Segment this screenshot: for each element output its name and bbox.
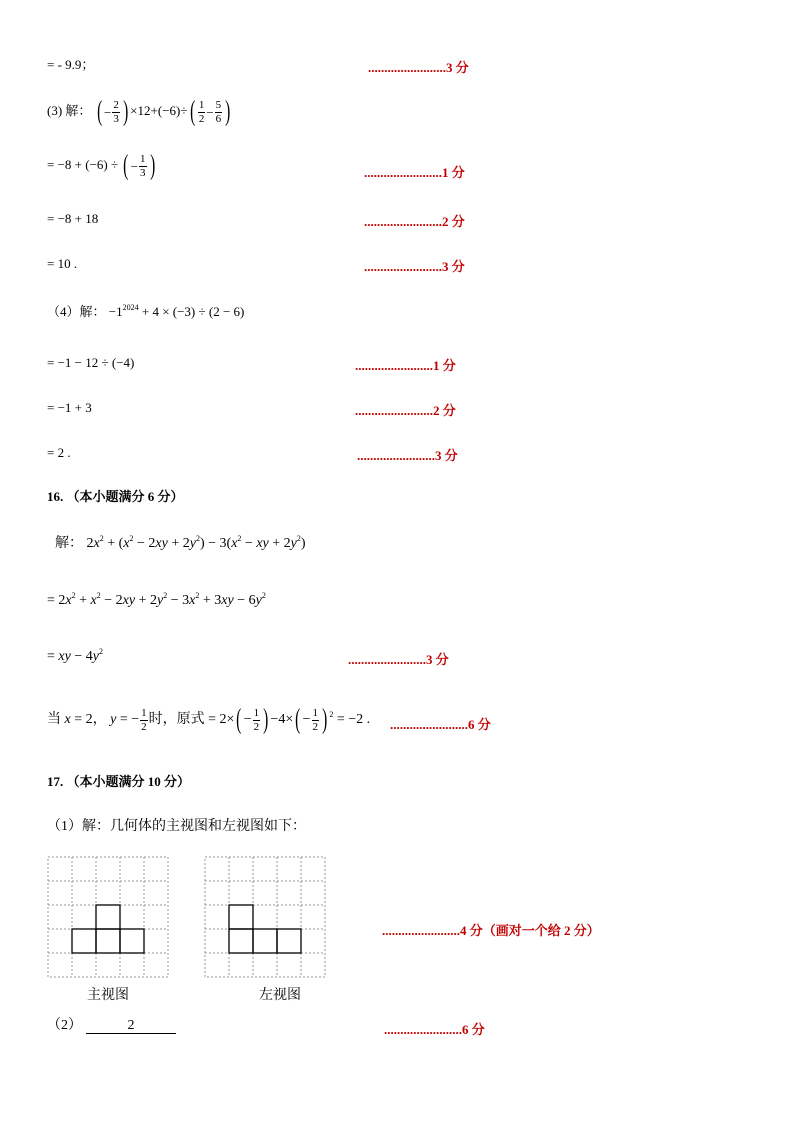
q16-line-3: = xy − $4y^2$ xyxy=(47,647,103,664)
left-view-grid xyxy=(204,856,328,980)
fraction-one-half: $\frac{1}{2}$ xyxy=(141,707,147,733)
fraction-one-half: $\frac{1}{2}$ xyxy=(253,707,260,733)
front-view-square xyxy=(72,929,96,953)
line-3c: = 10 . xyxy=(47,256,78,271)
question-17-title: 17. （本小题满分 10 分） xyxy=(47,774,191,789)
left-view-square xyxy=(229,929,253,953)
score-mark: ........................6 分 xyxy=(384,1022,485,1037)
problem-4-statement: （4）解： $-1^{2024} + 4 \times (-3) \div (2 - 6)$ xyxy=(47,303,245,319)
line-3a: = −8 + (−6) ÷ ( − $\frac{1}{3}$ ) xyxy=(47,150,155,181)
score-mark: ........................1 分 xyxy=(364,165,465,180)
front-view-square xyxy=(96,905,120,929)
left-view-square xyxy=(253,929,277,953)
fraction-one-half: $\frac{1}{2}$ xyxy=(198,99,205,125)
q16-line-4: 当 x = 2， y = − $\frac{1}{2}$ 时，原式 = 2× ( − $\frac{1}{2}$ ) −4× ( − $\frac{1}{2}$ ) $^2$ = −2 . xyxy=(47,704,371,735)
front-view-grid xyxy=(47,856,171,980)
score-mark: ........................1 分 xyxy=(355,358,456,373)
q16-line-2: = $2x^2 + x^2 - 2xy + 2y^2 - 3x^2 + 3xy - 6y^2$ xyxy=(47,591,266,608)
fraction-two-thirds: $\frac{2}{3}$ xyxy=(113,99,119,125)
score-mark: ........................6 分 xyxy=(390,717,491,732)
caption-main-view: 主视图 xyxy=(87,988,129,1003)
problem-3-statement: (3) 解： ( − $\frac{2}{3}$ ) ×12+(−6)÷ ( $\frac{1}{2}$ − $\frac{5}{6}$ ) xyxy=(47,96,231,127)
front-view-square xyxy=(120,929,144,953)
score-mark: ........................3 分 xyxy=(348,652,449,667)
score-mark: ........................4 分（画对一个给 2 分） xyxy=(382,923,600,938)
left-view-square xyxy=(229,905,253,929)
line-4b: = −1 + 3 xyxy=(47,400,92,415)
fraction-one-third: $\frac{1}{3}$ xyxy=(140,153,146,179)
q17-part-2: （2） 2 xyxy=(47,1019,176,1034)
fraction-five-sixths: $\frac{5}{6}$ xyxy=(215,99,222,125)
front-view-square xyxy=(96,929,120,953)
answer-blank: 2 xyxy=(86,1019,176,1034)
number-minus-6: (−6) xyxy=(157,102,181,118)
score-mark: ........................3 分 xyxy=(364,259,465,274)
fraction-one-half: $\frac{1}{2}$ xyxy=(312,707,319,733)
exponent-2024: 2024 xyxy=(122,303,139,312)
score-mark: ........................2 分 xyxy=(355,403,456,418)
line-4a: = −1 − 12 ÷ (−4) xyxy=(47,355,135,370)
line-4c: = 2 . xyxy=(47,445,71,460)
line-3b: = −8 + 18 xyxy=(47,211,99,226)
left-view-square xyxy=(277,929,301,953)
score-mark: ........................3 分 xyxy=(357,448,458,463)
score-mark: ........................2 分 xyxy=(364,214,465,229)
question-16-title: 16. （本小题满分 6 分） xyxy=(47,489,184,504)
problem-3-label: (3) 解： xyxy=(47,102,92,118)
q17-part-1: （1）解：几何体的主视图和左视图如下： xyxy=(47,819,306,834)
caption-left-view: 左视图 xyxy=(259,988,301,1003)
q16-line-1: 解： $2x^2 + (x^2 - 2xy + 2y^2) - 3(x^2$ − xy + $2y^2$) xyxy=(55,534,306,551)
number-12: 12 xyxy=(137,102,151,118)
line-result-minus-9-9: = - 9.9； xyxy=(47,57,95,72)
score-mark: ........................3 分 xyxy=(368,60,469,75)
